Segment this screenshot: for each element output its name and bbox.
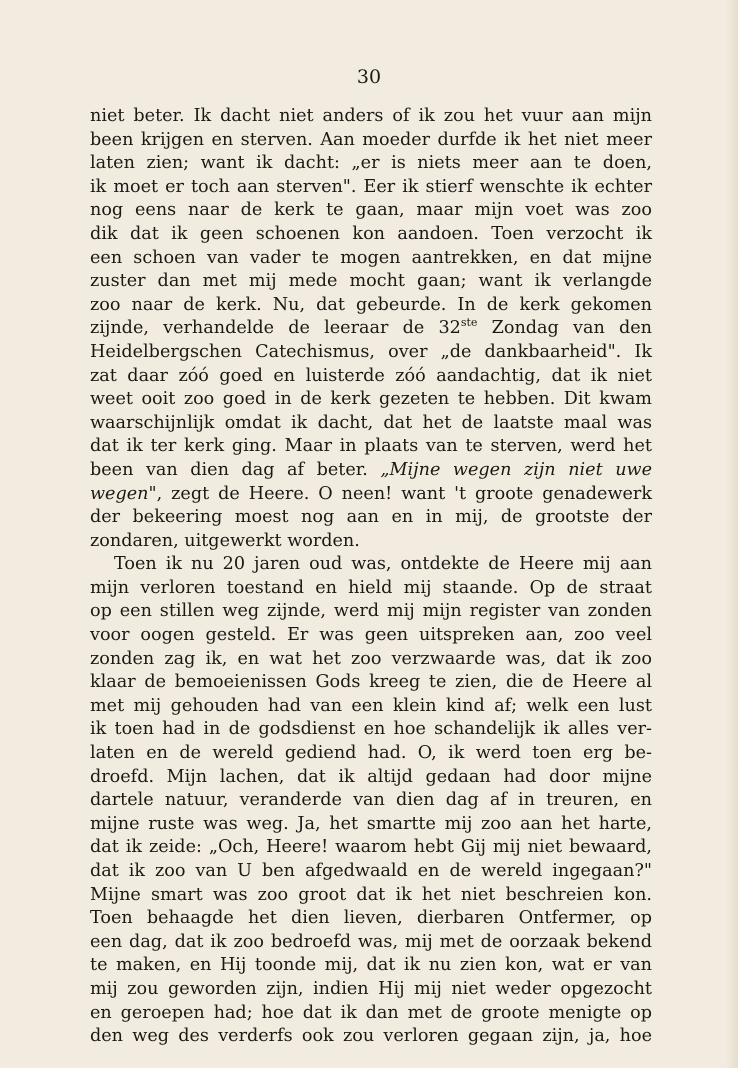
text-line: een schoen van vader te mogen aantrekken, en dat mijne <box>90 247 652 268</box>
text-line: zat daar zóó goed en luisterde zóó aandachtig, dat ik niet <box>90 365 652 386</box>
text-line: Mijne smart was zoo groot dat ik het niet beschreien kon. <box>90 884 652 905</box>
text-line: ik toen had in de godsdienst en hoe schandelijk ik alles ver- <box>90 719 652 740</box>
text-line: been krijgen en sterven. Aan moeder durfde ik het niet meer <box>90 129 652 150</box>
text-line: niet beter. Ik dacht niet anders of ik zou het vuur aan mijn <box>90 106 652 126</box>
text-line: nog eens naar de kerk te gaan, maar mijn voet was zoo <box>90 200 652 221</box>
text-segment: zijnde, verhandelde de leeraar de 32 <box>90 318 461 339</box>
text-line: zuster dan met mij mede mocht gaan; want ik verlangde <box>90 271 652 292</box>
text-line: en geroepen had; hoe dat ik dan met de groote menigte op <box>90 1002 652 1023</box>
text-line: droefd. Mijn lachen, dat ik altijd gedaan had door mijne <box>90 766 652 787</box>
italic-quote: wegen" <box>90 483 157 504</box>
text-line: voor oogen gesteld. Er was geen uitspreken aan, zoo veel <box>90 625 652 646</box>
text-line: Toen ik nu 20 jaren oud was, ontdekte de Heere mij aan <box>114 554 652 575</box>
text-line: een dag, dat ik zoo bedroefd was, mij met de oorzaak bekend <box>90 931 652 952</box>
text-line: Heidelbergschen Catechismus, over „de dankbaarheid". Ik <box>90 341 652 362</box>
text-line: ik moet er toch aan sterven". Eer ik stierf wenschte ik echter <box>90 176 652 197</box>
italic-quote: „Mijne wegen zijn niet uwe <box>380 459 652 480</box>
page-number: 30 <box>356 66 382 88</box>
text-line <box>90 483 652 507</box>
text-segment: been van dien dag af beter. <box>90 459 381 480</box>
text-line: mijne ruste was weg. Ja, het smartte mij zoo aan het harte, <box>90 813 652 834</box>
text-line: dat ik zeide: „Och, Heere! waarom hebt Gij mij niet bewaard, <box>90 837 652 858</box>
text-line: dat ik zoo van U ben afgedwaald en de wereld ingegaan?" <box>90 861 652 881</box>
body-text <box>90 105 652 1049</box>
text-segment: , zegt de Heere. O neen! want 't groote genadewerk <box>156 483 652 504</box>
text-line: dik dat ik geen schoenen kon aandoen. Toen verzocht ik <box>90 223 652 244</box>
text-line: dartele natuur, veranderde van dien dag af in treuren, en <box>90 790 652 811</box>
text-line: zonden zag ik, en wat het zoo verzwaarde was, dat ik zoo <box>90 648 652 669</box>
text-line: met mij gehouden had van een klein kind af; welk een lust <box>90 695 652 716</box>
text-line: laten en de wereld gediend had. O, ik werd toen erg be- <box>90 743 652 764</box>
page-edge-shadow <box>726 0 738 1068</box>
text-line: laten zien; want ik dacht: „er is niets meer aan te doen, <box>90 153 652 174</box>
text-line: Toen behaagde het dien lieven, dierbaren Ontfermer, op <box>90 908 652 929</box>
text-line: mijn verloren toestand en hield mij staande. Op de straat <box>90 577 652 598</box>
text-line: te maken, en Hij toonde mij, dat ik nu zien kon, wat er van <box>90 955 652 976</box>
text-segment: Zondag van den <box>477 318 652 339</box>
superscript-ordinal: ste <box>460 316 478 330</box>
text-line <box>90 317 652 341</box>
text-line: den weg des verderfs ook zou verloren gegaan zijn, ja, hoe <box>90 1026 652 1047</box>
text-line: mij zou geworden zijn, indien Hij mij niet weder opgezocht <box>90 978 652 999</box>
text-line: waarschijnlijk omdat ik dacht, dat het de laatste maal was <box>90 412 652 433</box>
text-line: weet ooit zoo goed in de kerk gezeten te hebben. Dit kwam <box>90 389 652 410</box>
text-line: op een stillen weg zijnde, werd mij mijn register van zonden <box>90 601 652 622</box>
text-line: zoo naar de kerk. Nu, dat gebeurde. In de kerk gekomen <box>90 294 652 315</box>
text-line: dat ik ter kerk ging. Maar in plaats van te sterven, werd het <box>90 436 652 457</box>
text-line: der bekeering moest nog aan en in mij, de grootste der <box>90 507 652 528</box>
text-line <box>90 459 652 483</box>
text-line: zondaren, uitgewerkt worden. <box>90 530 360 551</box>
text-line: klaar de bemoeienissen Gods kreeg te zien, die de Heere al <box>90 672 652 693</box>
